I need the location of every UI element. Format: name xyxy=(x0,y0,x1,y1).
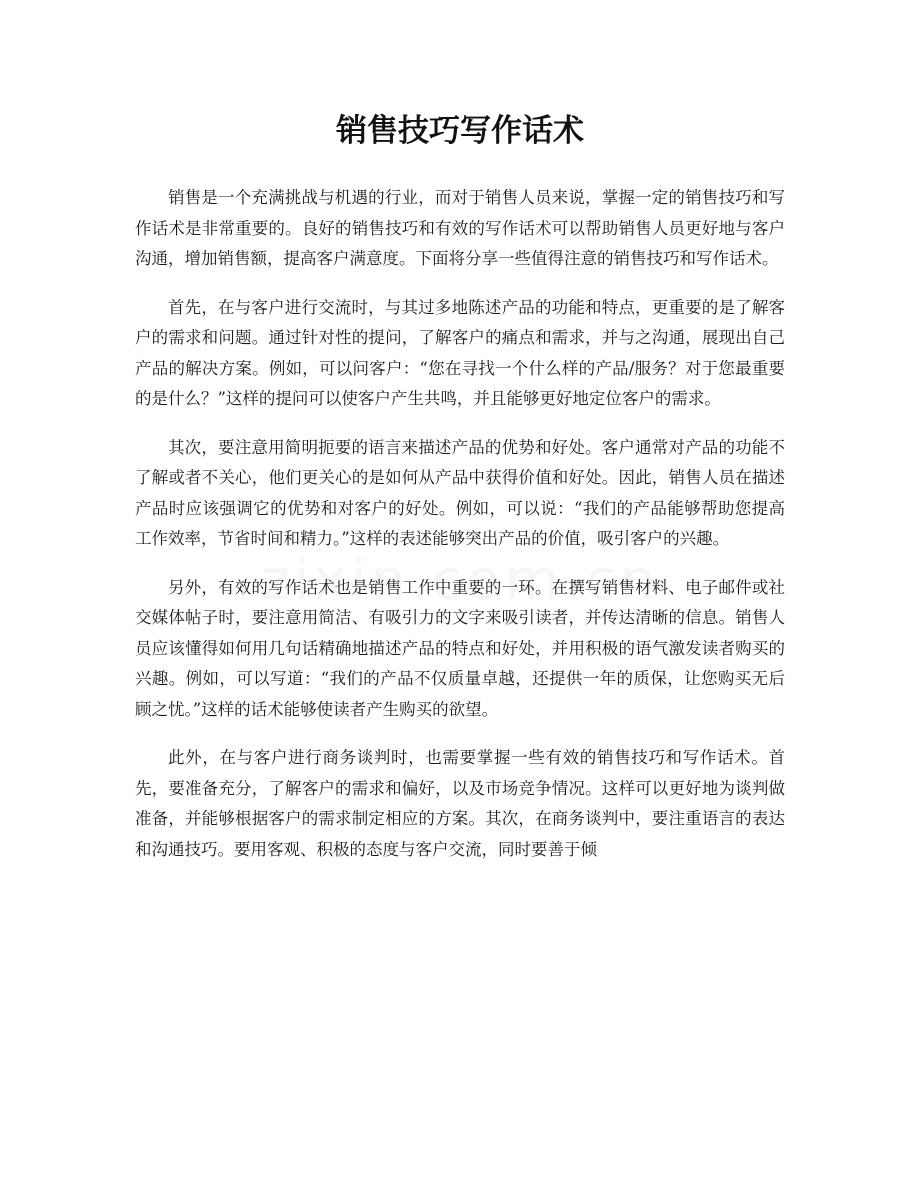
paragraph-4: 另外，有效的写作话术也是销售工作中重要的一环。在撰写销售材料、电子邮件或社交媒体帖子时，要注意用简洁、有吸引力的文字来吸引读者，并传达清晰的信息。销售人员应该懂得如何用几句话精确地描述产品的特点和好处，并用积极的语气激发读者购买的兴趣。例如，可以写道：“我们的产品不仅质量卓越，还提供一年的质保，让您购买无后顾之忧。”这样的话术能够使读者产生购买的欲望。 xyxy=(135,577,785,719)
paragraph-3: 其次，要注意用简明扼要的语言来描述产品的优势和好处。客户通常对产品的功能不了解或者不关心，他们更关心的是如何从产品中获得价值和好处。因此，销售人员在描述产品时应该强调它的优势和对客户的好处。例如，可以说：“我们的产品能够帮助您提高工作效率，节省时间和精力。”这样的表述能够突出产品的价值，吸引客户的兴趣。 xyxy=(135,437,785,548)
document-body xyxy=(135,183,785,883)
paragraph-1: 销售是一个充满挑战与机遇的行业，而对于销售人员来说，掌握一定的销售技巧和写作话术是非常重要的。良好的销售技巧和有效的写作话术可以帮助销售人员更好地与客户沟通，增加销售额，提高客户满意度。下面将分享一些值得注意的销售技巧和写作话术。 xyxy=(135,188,785,268)
document-title: 销售技巧写作话术 xyxy=(336,113,584,149)
paragraph-2: 首先，在与客户进行交流时，与其过多地陈述产品的功能和特点，更重要的是了解客户的需求和问题。通过针对性的提问，了解客户的痛点和需求，并与之沟通，展现出自己产品的解决方案。例如，可以问客户：“您在寻找一个什么样的产品/服务？对于您最重要的是什么？”这样的提问可以使客户产生共鸣，并且能够更好地定位客户的需求。 xyxy=(135,297,785,408)
paragraph-5: 此外，在与客户进行商务谈判时，也需要掌握一些有效的销售技巧和写作话术。首先，要准备充分，了解客户的需求和偏好，以及市场竞争情况。这样可以更好地为谈判做准备，并能够根据客户的需求制定相应的方案。其次，在商务谈判中，要注重语言的表达和沟通技巧。要用客观、积极的态度与客户交流，同时要善于倾 xyxy=(135,748,785,859)
